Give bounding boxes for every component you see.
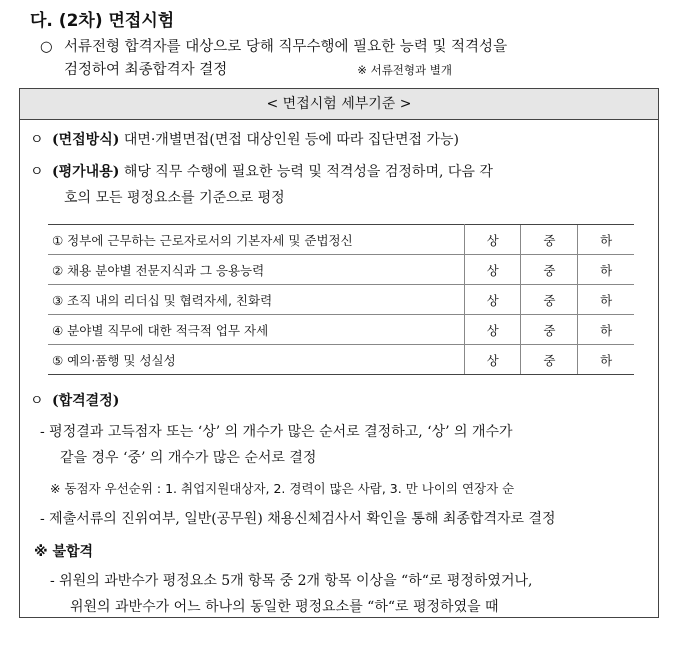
grade-low: 하 [578, 315, 634, 345]
grade-mid: 중 [521, 255, 578, 285]
criteria-row [48, 255, 634, 285]
criteria-row [48, 315, 634, 345]
box-header: < 면접시험 세부기준 > [20, 89, 658, 120]
grade-mid: 중 [521, 345, 578, 375]
criteria-name: ④ 분야별 직무에 대한 적극적 업무 자세 [48, 315, 464, 345]
criteria-table [48, 224, 634, 375]
evaluation-text-2: 호의 모든 평정요소를 기준으로 평정 [64, 190, 285, 206]
intro-note: ※ 서류전형과 별개 [357, 63, 453, 77]
criteria-row [48, 225, 634, 255]
method-bullet: ㅇ [30, 132, 44, 148]
evaluation-bullet: ㅇ [30, 164, 44, 180]
grade-low: 하 [578, 345, 634, 375]
grade-high: 상 [464, 345, 521, 375]
evaluation-line-2 [64, 187, 285, 207]
fail-line-2: 위원의 과반수가 어느 하나의 동일한 평정요소를 “하“로 평정하였을 때 [70, 599, 499, 615]
grade-high: 상 [464, 285, 521, 315]
grade-low: 하 [578, 285, 634, 315]
criteria-name: ③ 조직 내의 리더십 및 협력자세, 친화력 [48, 285, 464, 315]
intro-text-1: 서류전형 합격자를 대상으로 당해 직무수행에 필요한 능력 및 적격성을 [64, 39, 508, 55]
decision-heading [30, 390, 119, 410]
decision-item-1-line-2: 같을 경우 ‘중’ 의 개수가 많은 순서로 결정 [60, 450, 317, 466]
evaluation-line-1 [30, 161, 493, 181]
grade-mid: 중 [521, 285, 578, 315]
intro-bullet: ○ [40, 39, 53, 55]
grade-low: 하 [578, 255, 634, 285]
criteria-name: ① 정부에 근무하는 근로자로서의 기본자세 및 준법정신 [48, 225, 464, 255]
fail-line-1: - 위원의 과반수가 평정요소 5개 항목 중 2개 항목 이상을 “하“로 평정하였거나, [50, 573, 533, 589]
fail-title: ※ 불합격 [34, 544, 94, 560]
interview-criteria-box [19, 88, 659, 618]
evaluation-label: (평가내용) [52, 164, 120, 180]
evaluation-text-1: 해당 직무 수행에 필요한 능력 및 적격성을 검정하며, 다음 각 [123, 164, 493, 180]
grade-high: 상 [464, 255, 521, 285]
grade-mid: 중 [521, 225, 578, 255]
grade-high: 상 [464, 225, 521, 255]
criteria-name: ⑤ 예의·품행 및 성실성 [48, 345, 464, 375]
grade-low: 하 [578, 225, 634, 255]
tie-break-note: ※ 동점자 우선순위 : 1. 취업지원대상자, 2. 경력이 많은 사람, 3. 만 나이의 연장자 순 [50, 481, 515, 496]
grade-mid: 중 [521, 315, 578, 345]
intro-line-2 [64, 58, 452, 79]
criteria-row [48, 285, 634, 315]
grade-high: 상 [464, 315, 521, 345]
criteria-name: ② 채용 분야별 전문지식과 그 응용능력 [48, 255, 464, 285]
intro-text-2: 검정하여 최종합격자 결정 [64, 62, 228, 78]
decision-item-2: - 제출서류의 진위여부, 일반(공무원) 채용신체검사서 확인을 통해 최종합격자로 결정 [40, 511, 556, 527]
method-label: (면접방식) [52, 132, 120, 148]
decision-label: (합격결정) [52, 393, 120, 409]
method-line [30, 129, 459, 149]
section-title: 다. (2차) 면접시험 [30, 11, 175, 31]
intro-line-1 [40, 35, 507, 56]
method-text: 대면·개별면접(면접 대상인원 등에 따라 집단면접 가능) [123, 132, 459, 148]
decision-bullet: ㅇ [30, 393, 44, 409]
decision-item-1-line-1: - 평정결과 고득점자 또는 ‘상’ 의 개수가 많은 순서로 결정하고, ‘상’ 의 개수가 [40, 424, 513, 440]
criteria-row [48, 345, 634, 375]
